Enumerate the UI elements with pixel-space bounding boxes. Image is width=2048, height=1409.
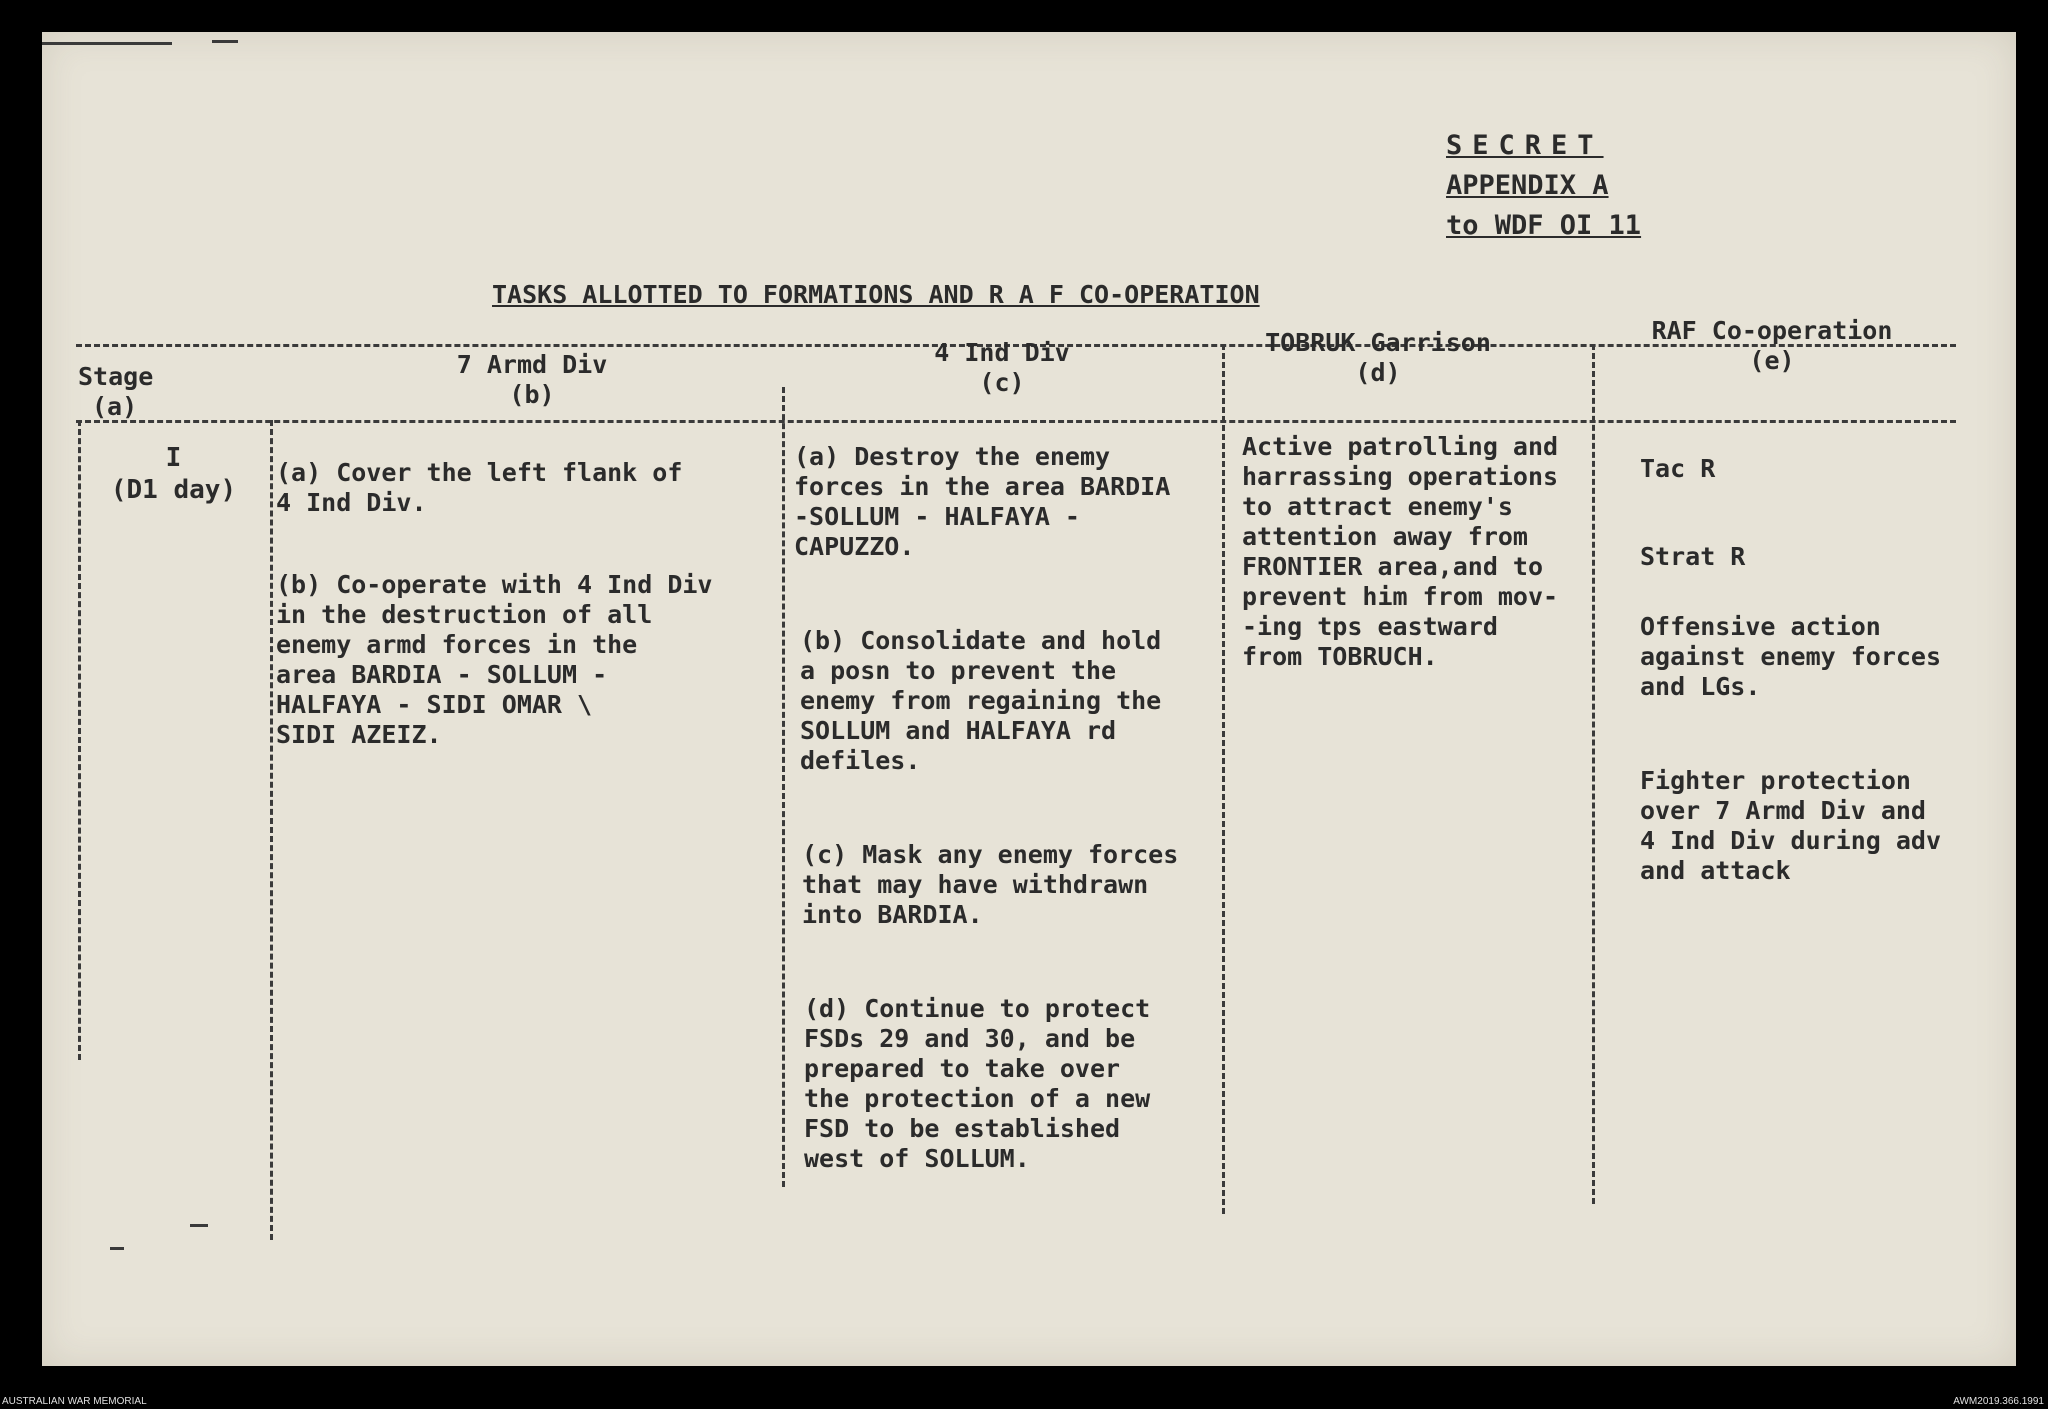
task-item: Offensive action against enemy forces and LGs. (1640, 612, 1942, 701)
column-header-label: 4 Ind Div (934, 338, 1070, 367)
column-header-letter: (d) (1355, 358, 1401, 387)
task-item: Tac R (1640, 454, 1716, 483)
column-header-label: Stage (78, 362, 154, 391)
column-header-label: RAF Co-operation (1651, 316, 1893, 345)
column-divider (782, 387, 785, 1187)
stage-cell: I (D1 day) (110, 443, 237, 505)
stray-mark (212, 40, 238, 43)
classification: SECRET (1446, 130, 1604, 161)
column-header-4-ind-div (802, 338, 1202, 398)
reference-label: to WDF OI 11 (1446, 210, 1642, 241)
stray-mark (42, 42, 172, 45)
task-item: (b) Co-operate with 4 Ind Div in the destruction of all enemy armd forces in the area BARDIA - SOLLUM - HALFAYA - SIDI OMAR \ SIDI AZEIZ. (276, 570, 713, 749)
raf-cooperation-cell (1640, 424, 1980, 938)
armd-div-cell (268, 428, 768, 802)
task-item: (d) Continue to protect FSDs 29 and 30, and be prepared to take over the protection of a new FSD to be established west of SOLLUM. (804, 994, 1151, 1173)
classification-header (1446, 128, 1686, 244)
column-header-tobruk-garrison (1228, 328, 1528, 388)
task-item: Strat R (1640, 542, 1746, 571)
task-item: (b) Consolidate and hold a posn to prevent the enemy from regaining the SOLLUM and HALFAYA rd defiles. (800, 626, 1162, 775)
column-header-letter: (a) (92, 392, 138, 421)
ind-div-cell (794, 412, 1214, 1226)
footer-accession-number: AWM2019.366.1991 (1953, 1396, 2044, 1407)
column-header-letter: (b) (509, 380, 555, 409)
column-header-label: TOBRUK Garrison (1265, 328, 1491, 357)
stray-mark (110, 1247, 124, 1250)
task-item: (a) Cover the left flank of 4 Ind Div. (276, 458, 683, 517)
column-divider (1592, 344, 1595, 1204)
column-header-raf-cooperation (1602, 316, 1942, 376)
column-header-label: 7 Armd Div (456, 350, 608, 379)
document-page (42, 32, 2016, 1366)
column-header-letter: (c) (979, 368, 1025, 397)
tobruk-garrison-cell: Active patrolling and harrassing operations to attract enemy's attention away from FRONTIER area,and to prevent him from mov- -ing tps eastward from TOBRUCH. (1242, 432, 1559, 671)
task-item: Fighter protection over 7 Armd Div and 4 Ind Div during adv and attack (1640, 766, 1942, 885)
column-header-stage (78, 362, 158, 422)
column-header-letter: (e) (1749, 346, 1795, 375)
document-title: TASKS ALLOTTED TO FORMATIONS AND R A F CO-OPERATION (492, 280, 1260, 309)
appendix-label: APPENDIX A (1446, 170, 1609, 201)
column-divider (1222, 344, 1225, 1214)
stray-mark (190, 1224, 208, 1227)
footer-institution: AUSTRALIAN WAR MEMORIAL (2, 1396, 147, 1407)
left-border (78, 420, 81, 1060)
column-header-7-armd-div (302, 350, 762, 410)
task-item: (a) Destroy the enemy forces in the area BARDIA -SOLLUM - HALFAYA - CAPUZZO. (794, 442, 1171, 561)
task-item: (c) Mask any enemy forces that may have withdrawn into BARDIA. (802, 840, 1179, 929)
